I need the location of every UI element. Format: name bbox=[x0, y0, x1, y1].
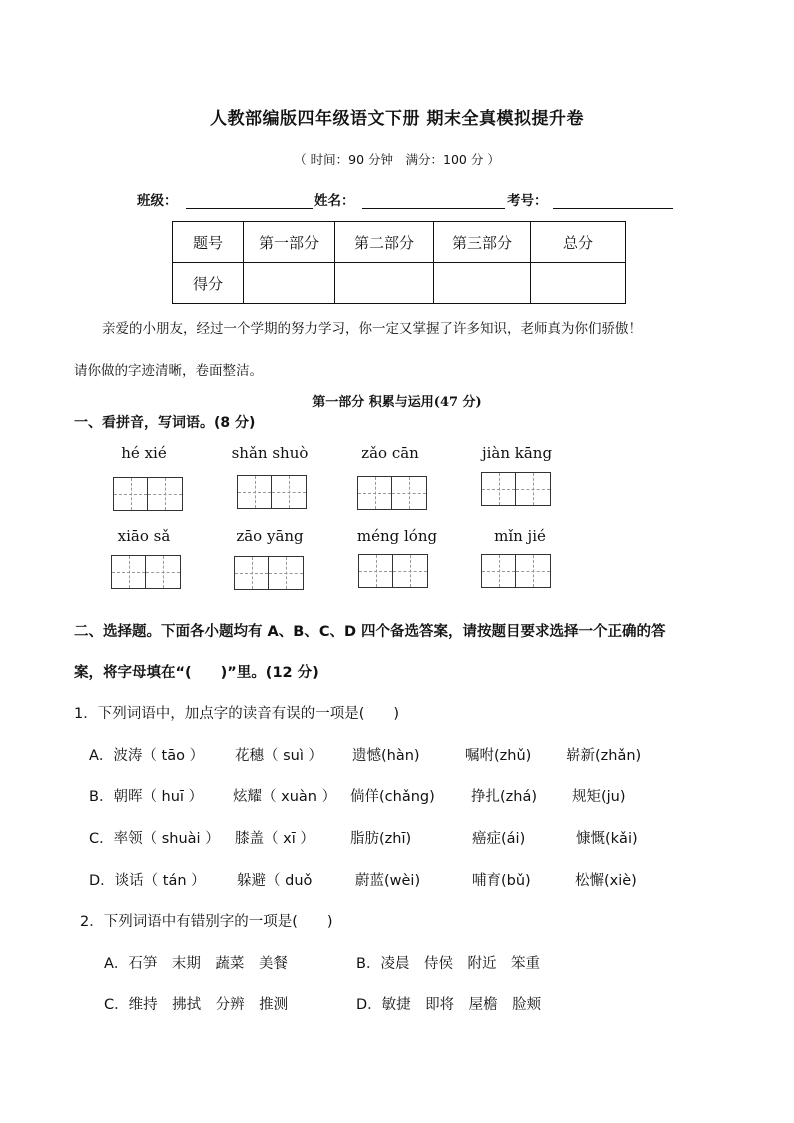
option-d: D．谈话（ tán ） bbox=[89, 873, 206, 889]
pinyin-label: shǎn shuò bbox=[231, 444, 309, 462]
exam-subtitle: （ 时间：90 分钟 满分：100 分 ） bbox=[294, 152, 500, 167]
option-word: 炫耀（ xuàn ） bbox=[233, 789, 337, 805]
score-header-cell: 第二部分 bbox=[335, 222, 434, 263]
q2-heading-line-1: 二、选择题。下面各小题均有 A、B、C、D 四个备选答案，请按题目要求选择一个正确的答 bbox=[74, 624, 666, 640]
option-b: B．朝晖（ huī ） bbox=[89, 789, 204, 805]
option-word: 规矩(ju) bbox=[572, 789, 626, 805]
score-cell[interactable] bbox=[434, 263, 531, 304]
option-word: 倘佯(chǎng) bbox=[350, 789, 435, 805]
option-word: 躲避（ duǒ bbox=[237, 873, 313, 889]
score-cell[interactable] bbox=[531, 263, 626, 304]
q2-heading-line-2: 案，将字母填在“( )”里。(12 分) bbox=[74, 665, 319, 681]
score-header-cell: 第一部分 bbox=[244, 222, 335, 263]
pinyin-label: méng lóng bbox=[356, 527, 438, 545]
score-header-cell: 第三部分 bbox=[434, 222, 531, 263]
pinyin-label: xiāo sǎ bbox=[117, 527, 171, 545]
option-c: C．率领（ shuài ） bbox=[89, 831, 220, 847]
name-label: 姓名： bbox=[314, 193, 355, 209]
option-word: 花穗（ suì ） bbox=[235, 748, 323, 764]
writing-grid[interactable] bbox=[113, 477, 183, 511]
writing-grid[interactable] bbox=[234, 556, 304, 590]
option-a: A．波涛（ tāo ） bbox=[89, 748, 205, 764]
intro-line-1: 亲爱的小朋友，经过一个学期的努力学习，你一定又掌握了许多知识，老师真为你们骄傲！ bbox=[102, 321, 642, 337]
option-a: A．石笋 末期 蔬菜 美餐 bbox=[104, 956, 288, 972]
q2-1-stem: 1．下列词语中，加点字的读音有误的一项是( ) bbox=[74, 706, 400, 722]
option-word: 膝盖（ xī ） bbox=[235, 831, 315, 847]
name-blank[interactable] bbox=[362, 208, 505, 209]
score-header-cell: 总分 bbox=[531, 222, 626, 263]
class-blank[interactable] bbox=[186, 208, 313, 209]
pinyin-label: hé xié bbox=[121, 444, 167, 462]
option-word: 松懈(xiè) bbox=[575, 873, 637, 889]
writing-grid[interactable] bbox=[237, 475, 307, 509]
option-word: 崭新(zhǎn) bbox=[566, 748, 642, 764]
pinyin-label: mǐn jié bbox=[494, 527, 546, 545]
number-blank[interactable] bbox=[553, 208, 673, 209]
writing-grid[interactable] bbox=[357, 476, 427, 510]
option-word: 蔚蓝(wèi) bbox=[355, 873, 421, 889]
pinyin-label: jiàn kāng bbox=[481, 444, 553, 462]
number-label: 考号： bbox=[507, 193, 548, 209]
option-b: B．凌晨 侍侯 附近 笨重 bbox=[356, 956, 540, 972]
writing-grid[interactable] bbox=[358, 554, 428, 588]
score-row-label: 得分 bbox=[173, 263, 244, 304]
intro-line-2: 请你做的字迹清晰，卷面整洁。 bbox=[74, 363, 263, 379]
score-cell[interactable] bbox=[335, 263, 434, 304]
writing-grid[interactable] bbox=[111, 555, 181, 589]
option-c: C．维持 拂拭 分辨 推测 bbox=[104, 997, 289, 1013]
pinyin-label: zǎo cān bbox=[361, 444, 419, 462]
option-word: 嘱咐(zhǔ) bbox=[465, 748, 532, 764]
option-word: 癌症(ái) bbox=[472, 831, 526, 847]
writing-grid[interactable] bbox=[481, 472, 551, 506]
option-word: 脂肪(zhī) bbox=[350, 831, 412, 847]
pinyin-label: zāo yāng bbox=[236, 527, 304, 545]
class-label: 班级： bbox=[137, 193, 178, 209]
part1-title: 第一部分 积累与运用(47 分) bbox=[312, 395, 482, 410]
writing-grid[interactable] bbox=[481, 554, 551, 588]
option-word: 挣扎(zhá) bbox=[471, 789, 538, 805]
q1-heading: 一、看拼音，写词语。(8 分) bbox=[74, 415, 256, 431]
q2-2-stem: 2．下列词语中有错别字的一项是( ) bbox=[80, 914, 333, 930]
score-table bbox=[172, 221, 626, 304]
option-d: D．敏捷 即将 屋檐 脸颊 bbox=[356, 997, 542, 1013]
score-header-cell: 题号 bbox=[173, 222, 244, 263]
score-cell[interactable] bbox=[244, 263, 335, 304]
option-word: 哺育(bǔ) bbox=[472, 873, 531, 889]
exam-title: 人教部编版四年级语文下册 期末全真模拟提升卷 bbox=[210, 109, 584, 129]
option-word: 慷慨(kǎi) bbox=[576, 831, 638, 847]
option-word: 遗憾(hàn) bbox=[352, 748, 420, 764]
